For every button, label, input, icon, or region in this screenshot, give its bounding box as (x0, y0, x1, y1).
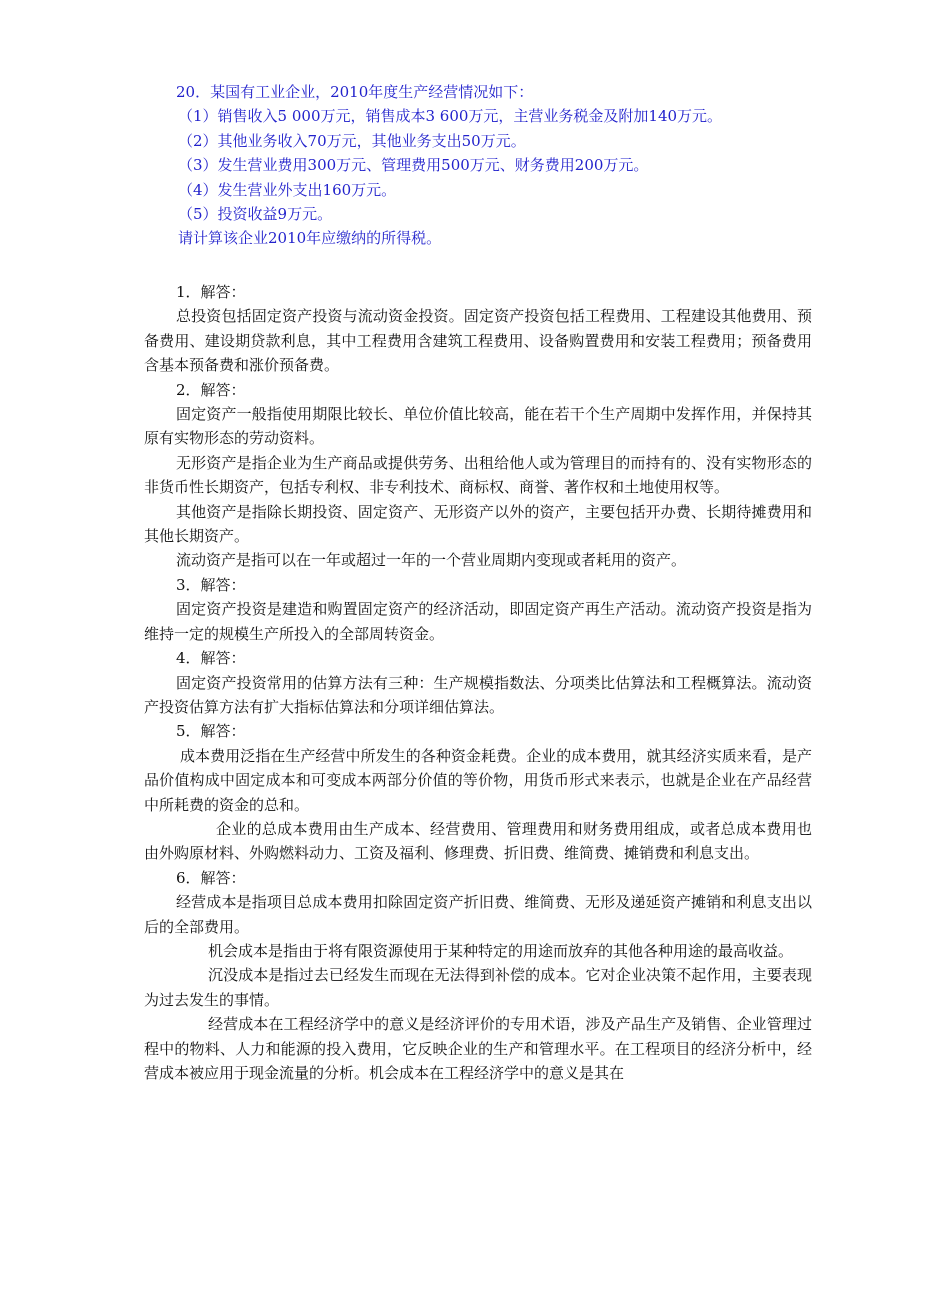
answer-paragraph: 沉没成本是指过去已经发生而现在无法得到补偿的成本。它对企业决策不起作用，主要表现为过去发生的事情。 (144, 966, 812, 1009)
answer-paragraph: 企业的总成本费用由生产成本、经营费用、管理费用和财务费用组成，或者总成本费用也由外购原材料、外购燃料动力、工资及福利、修理费、折旧费、维简费、摊销费和利息支出。 (144, 819, 812, 863)
answer-paragraph: 流动资产是指可以在一年或超过一年的一个营业周期内变现或者耗用的资产。 (176, 551, 687, 570)
answer-paragraph: 固定资产一般指使用期限比较长、单位价值比较高，能在若干个生产周期中发挥作用，并保持其原有实物形态的劳动资料。 (144, 405, 812, 448)
question-item: （1）销售收入5 000万元，销售成本3 600万元，主营业务税金及附加140万元。 (178, 107, 723, 126)
question-title: 20．某国有工业企业，2010年度生产经营情况如下： (176, 83, 534, 101)
answers-block (144, 280, 812, 1085)
answer-paragraph: 无形资产是指企业为生产商品或提供劳务、出租给他人或为管理目的而持有的、没有实物形态的非货币性长期资产，包括专利权、非专利技术、商标权、商誉、著作权和土地使用权等。 (144, 453, 812, 497)
answer-heading: 4．解答： (176, 649, 246, 668)
answer-paragraph: 固定资产投资是建造和购置固定资产的经济活动，即固定资产再生产活动。流动资产投资是指为维持一定的规模生产所投入的全部周转资金。 (144, 600, 812, 643)
question-prompt: 请计算该企业2010年应缴纳的所得税。 (178, 229, 442, 248)
answer-paragraph: 成本费用泛指在生产经营中所发生的各种资金耗费。企业的成本费用，就其经济实质来看，是产品价值构成中固定成本和可变成本两部分价值的等价物，用货币形式来表示，也就是企业在产品经营中所耗费的资金的总和。 (144, 746, 812, 814)
question-item: （4）发生营业外支出160万元。 (178, 180, 397, 199)
question-item: （5）投资收益9万元。 (178, 205, 333, 224)
answer-heading: 3．解答： (176, 575, 246, 594)
answer-paragraph: 固定资产投资常用的估算方法有三种：生产规模指数法、分项类比估算法和工程概算法。流动资产投资估算方法有扩大指标估算法和分项详细估算法。 (144, 673, 812, 716)
answer-paragraph: 经营成本是指项目总成本费用扣除固定资产折旧费、维简费、无形及递延资产摊销和利息支出以后的全部费用。 (144, 893, 812, 936)
answer-paragraph: 机会成本是指由于将有限资源使用于某种特定的用途而放弃的其他各种用途的最高收益。 (208, 941, 794, 960)
answer-heading: 6．解答： (176, 868, 246, 887)
question-item: （3）发生营业费用300万元、管理费用500万元、财务费用200万元。 (178, 156, 649, 175)
question-block (144, 80, 812, 251)
answer-paragraph: 其他资产是指除长期投资、固定资产、无形资产以外的资产，主要包括开办费、长期待摊费用和其他长期资产。 (144, 502, 812, 546)
answer-heading: 1．解答： (176, 283, 246, 301)
question-item: （2）其他业务收入70万元，其他业务支出50万元。 (178, 131, 526, 150)
answer-heading: 5．解答： (176, 722, 246, 741)
answer-heading: 2．解答： (176, 380, 246, 399)
answer-paragraph: 总投资包括固定资产投资与流动资金投资。固定资产投资包括工程费用、工程建设其他费用、预备费用、建设期贷款利息，其中工程费用含建筑工程费用、设备购置费用和安装工程费用；预备费用含基本预备费和涨价预备费。 (144, 307, 812, 375)
answer-paragraph: 经营成本在工程经济学中的意义是经济评价的专用术语，涉及产品生产及销售、企业管理过程中的物料、人力和能源的投入费用，它反映企业的生产和管理水平。在工程项目的经济分析中，经营成本被应用于现金流量的分析。机会成本在工程经济学中的意义是其在 (144, 1015, 812, 1082)
